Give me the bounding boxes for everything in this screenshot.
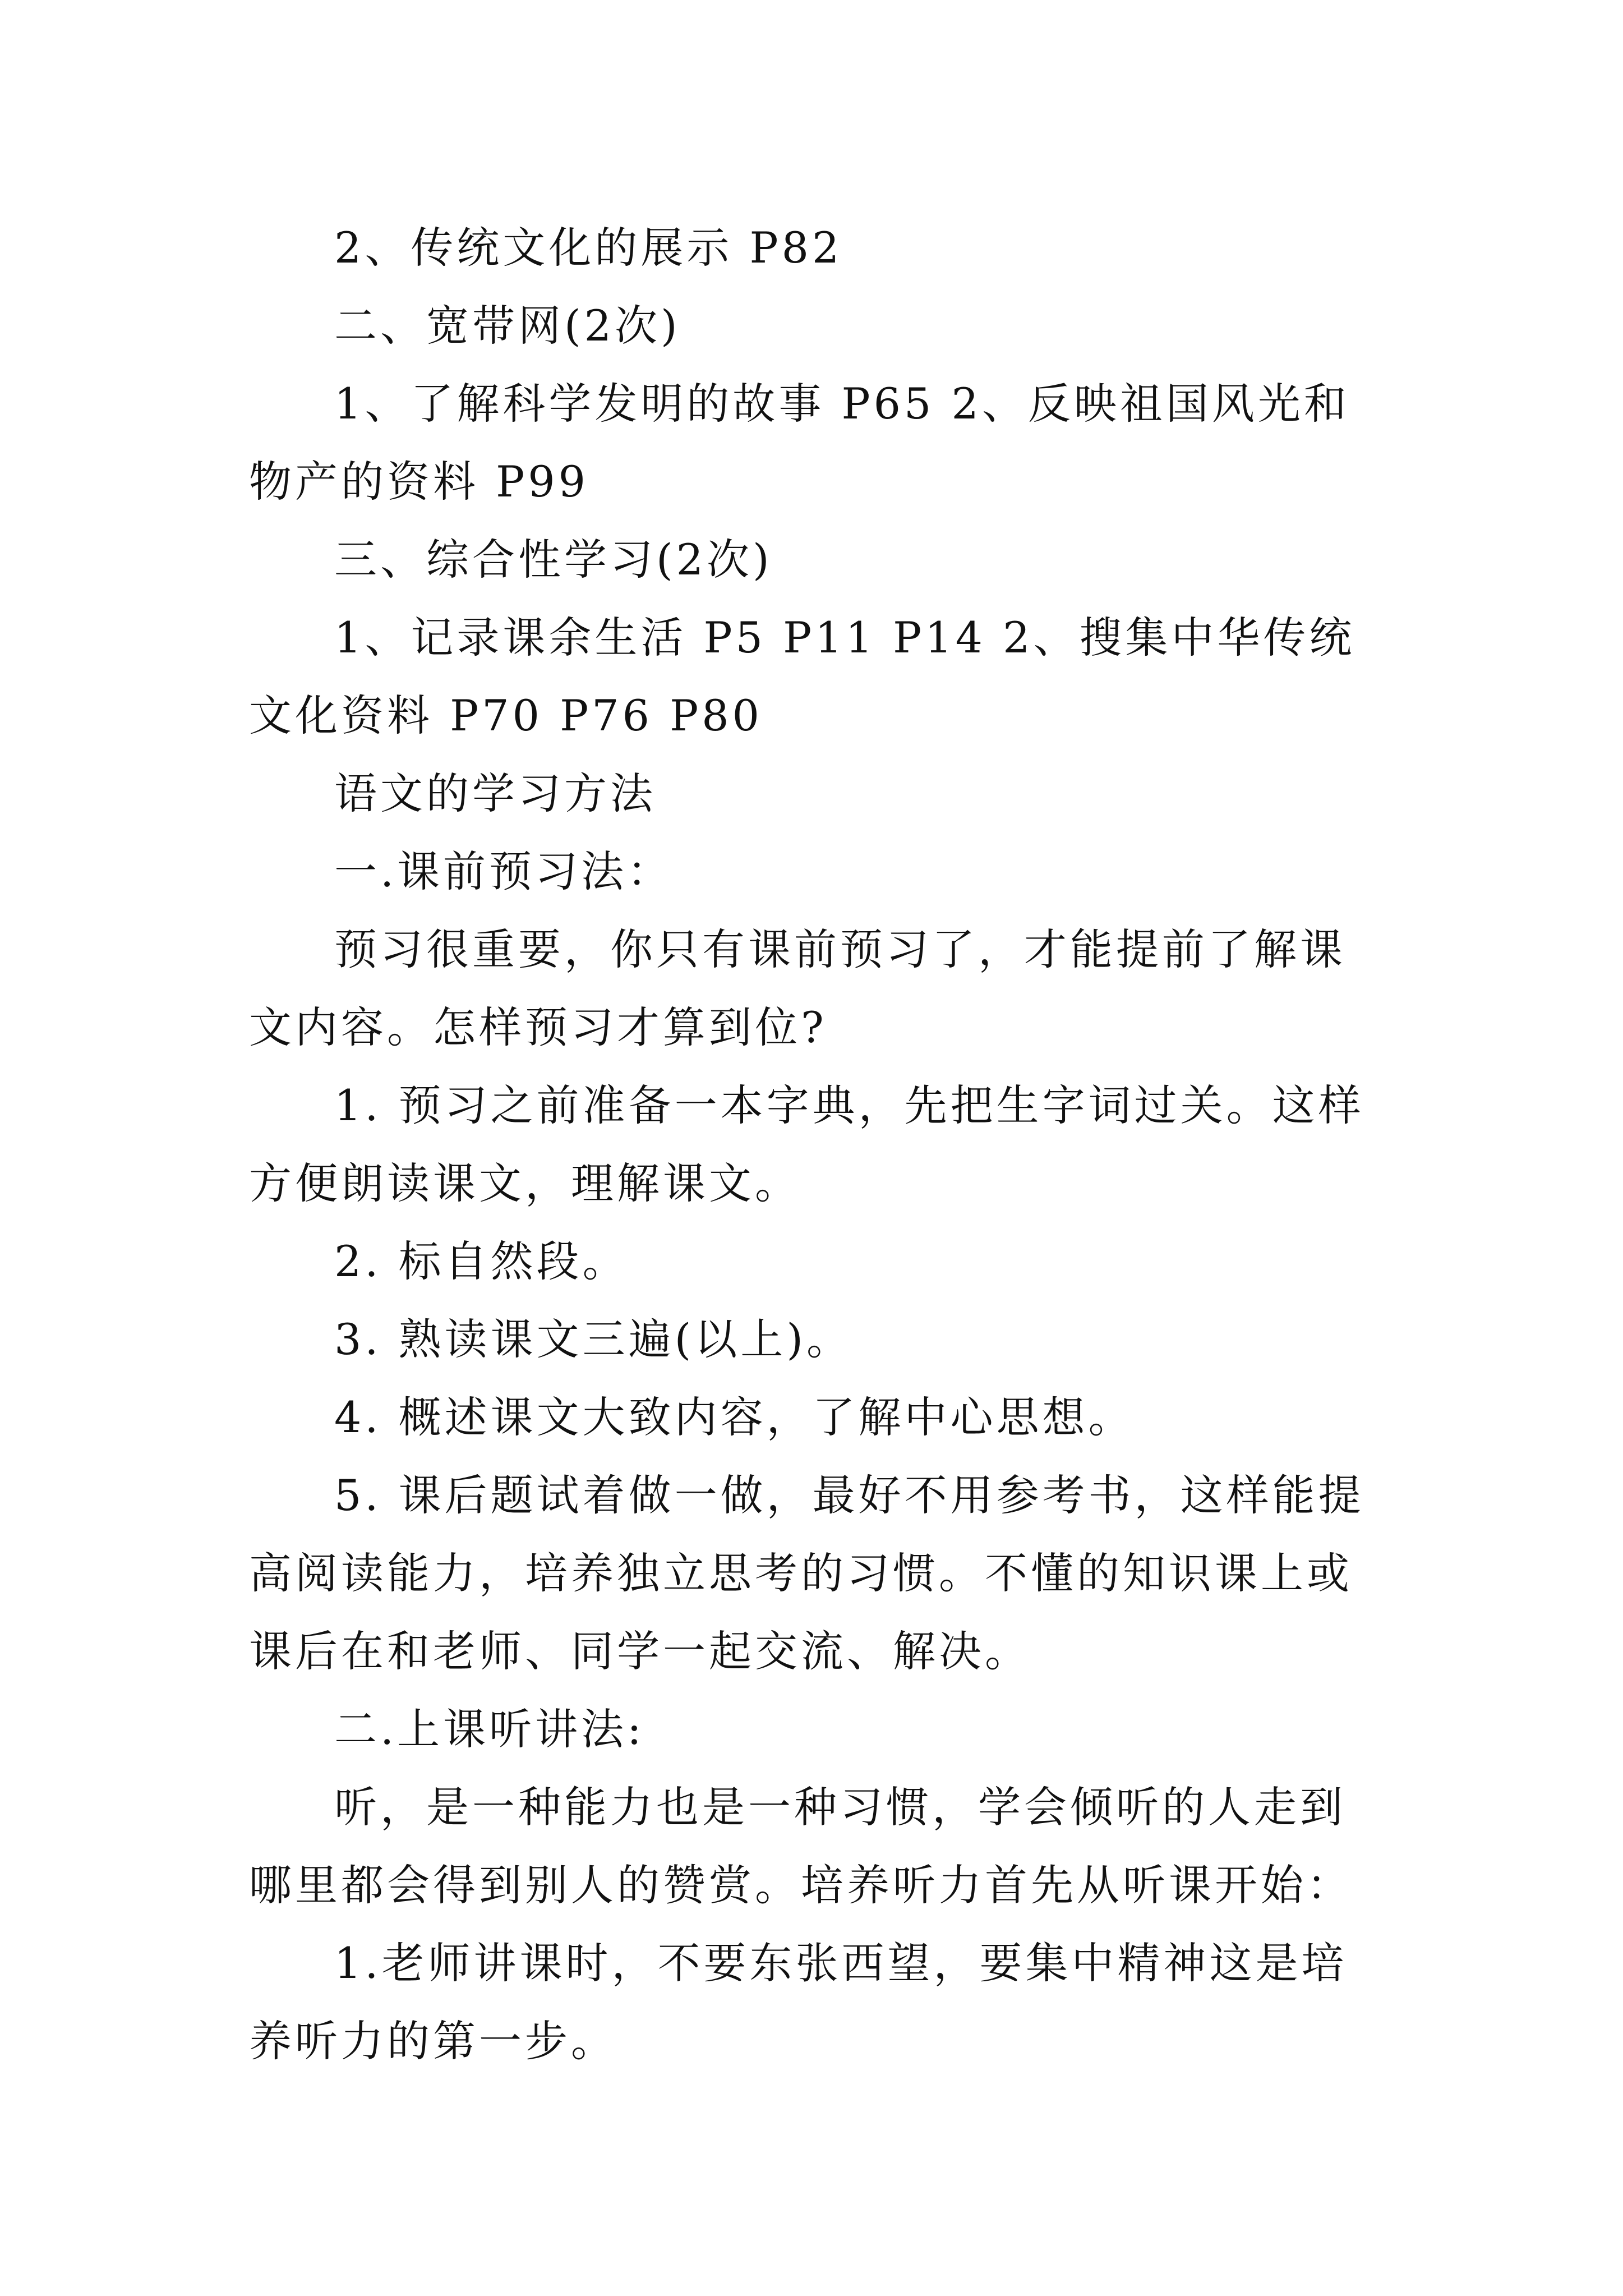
list-item-preview-2: 2. 标自然段。 <box>334 1236 629 1286</box>
list-item-preview-4: 4. 概述课文大致内容，了解中心思想。 <box>334 1392 1135 1442</box>
paragraph-comprehensive-items: 1、记录课余生活 P5 P11 P14 2、搜集中华传统文化资料 P70 P76 P80 <box>249 613 1355 740</box>
paragraph-broadband-items: 1、了解科学发明的故事 P65 2、反映祖国风光和物产的资料 P99 <box>249 379 1350 507</box>
list-item-preview-3: 3. 熟读课文三遍(以上)。 <box>334 1314 852 1364</box>
list-item-listening-1: 1.老师讲课时，不要东张西望，要集中精神这是培养听力的第一步。 <box>249 1938 1348 2066</box>
heading-comprehensive-learning: 三、综合性学习(2次) <box>334 535 773 585</box>
heading-study-methods: 语文的学习方法 <box>334 769 656 818</box>
paragraph-preview-intro: 预习很重要，你只有课前预习了，才能提前了解课文内容。怎样预习才算到位? <box>249 924 1346 1052</box>
paragraph-listening-intro: 听，是一种能力也是一种习惯，学会倾听的人走到哪里都会得到别人的赞赏。培养听力首先从听课开始： <box>249 1782 1353 1910</box>
heading-preview-method: 一.课前预习法： <box>334 846 674 896</box>
list-item-preview-1: 1. 预习之前准备一本字典，先把生字词过关。这样方便朗读课文，理解课文。 <box>249 1080 1364 1208</box>
heading-broadband: 二、宽带网(2次) <box>334 301 681 351</box>
list-item-preview-5: 5. 课后题试着做一做，最好不用参考书，这样能提高阅读能力，培养独立思考的习惯。不懂的知识课上或课后在和老师、同学一起交流、解决。 <box>249 1470 1364 1676</box>
paragraph-traditional-culture-display: 2、传统文化的展示 P82 <box>334 223 843 273</box>
heading-listening-method: 二.上课听讲法: <box>334 1704 645 1754</box>
document-body <box>249 209 1387 2080</box>
